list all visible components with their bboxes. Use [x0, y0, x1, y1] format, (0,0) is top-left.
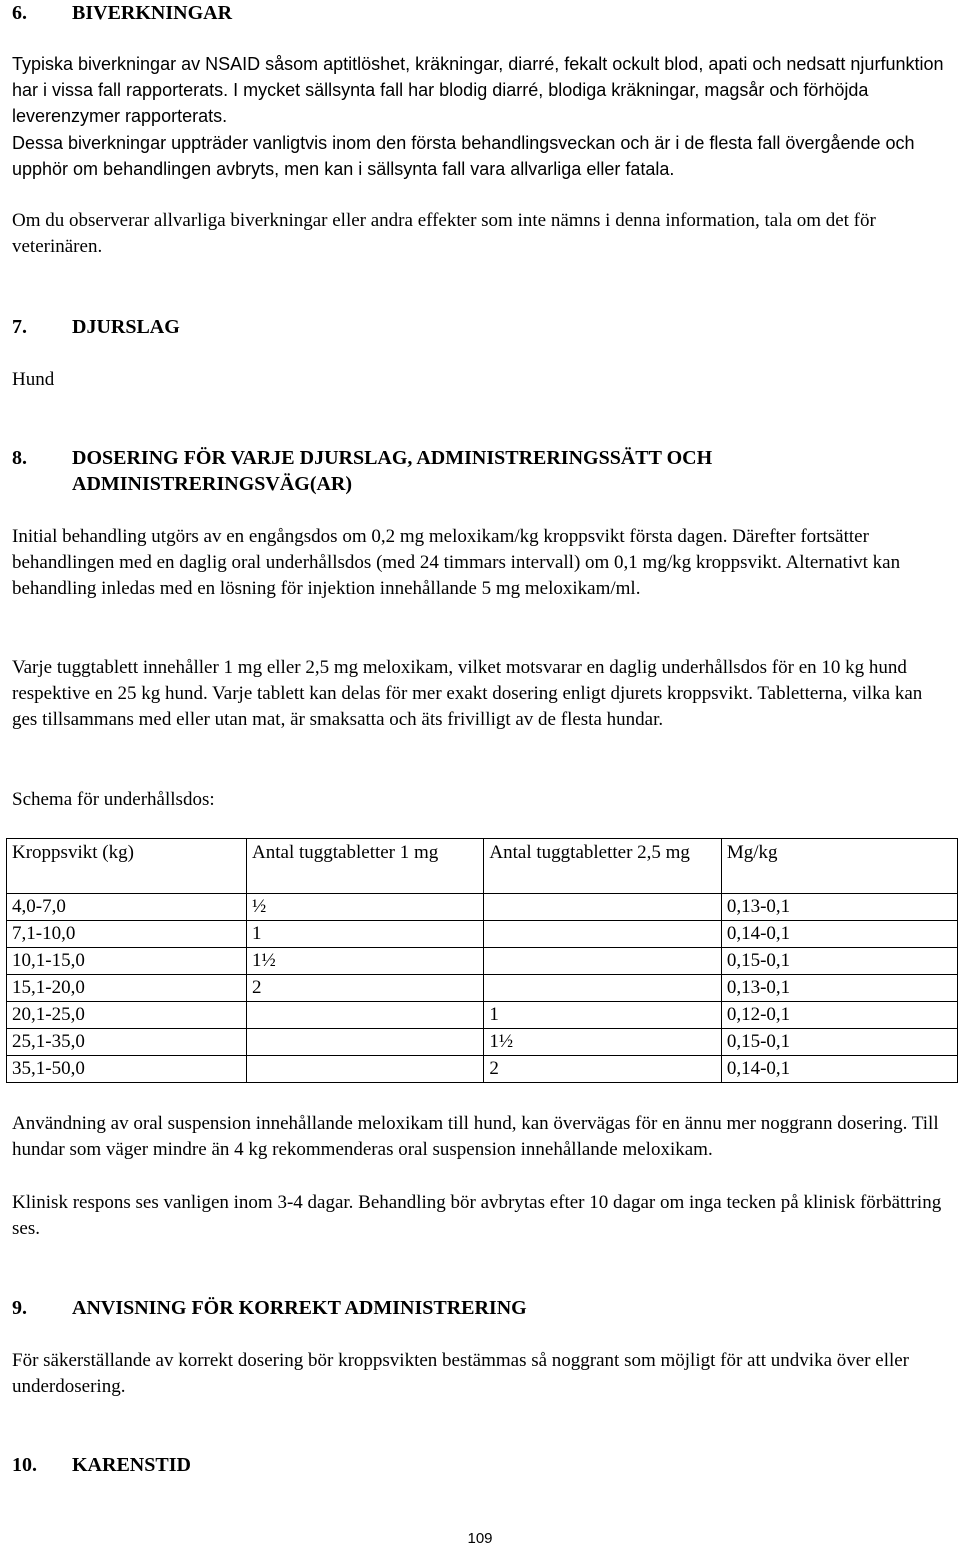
- section-6-paragraph-2: Dessa biverkningar uppträder vanligtvis inom den första behandlingsveckan och är i de flesta fall övergående och upphör om behandlingen avbryts, men kan i sällsynta fall vara allvarliga eller fatala.: [12, 133, 915, 179]
- section-10-heading: [12, 1452, 952, 1478]
- section-8-paragraph-3: Användning av oral suspension innehållande meloxikam till hund, kan övervägas för en ännu mer noggrann dosering. Till hundar som väger mindre än 4 kg rekommenderas oral suspension innehållande meloxikam.: [12, 1113, 939, 1160]
- table-row: [7, 975, 958, 1002]
- table-cell: 0,13-0,1: [721, 894, 957, 921]
- section-9-paragraph-1: För säkerställande av korrekt dosering bör kroppsvikten bestämmas så noggrant som möjligt för att undvika över eller underdosering.: [12, 1350, 910, 1397]
- section-8-heading: [12, 445, 952, 497]
- species-text: Hund: [12, 369, 55, 390]
- table-cell: 0,15-0,1: [721, 948, 957, 975]
- table-cell: 0,13-0,1: [721, 975, 957, 1002]
- section-title: KARENSTID: [72, 1454, 191, 1476]
- table-cell: [247, 1056, 484, 1083]
- section-number: 8.: [12, 447, 27, 469]
- table-header-row: [7, 839, 958, 894]
- table-cell: [484, 975, 721, 1002]
- section-number: 6.: [12, 2, 27, 24]
- section-number: 10.: [12, 1454, 37, 1476]
- table-row: [7, 921, 958, 948]
- table-cell: 1½: [247, 948, 484, 975]
- table-cell: 2: [484, 1056, 721, 1083]
- table-cell: 0,15-0,1: [721, 1029, 957, 1056]
- table-header-cell: Antal tuggtabletter 1 mg: [247, 839, 484, 894]
- section-8-paragraph-2: Varje tuggtablett innehåller 1 mg eller 2,5 mg meloxikam, vilket motsvarar en daglig underhållsdos för en 10 kg hund respektive en 25 kg hund. Varje tablett kan delas för mer exakt dosering enligt djurets kroppsvikt. Tabletterna, vilka kan ges tillsammans med eller utan mat, är smaksatta och äts frivilligt av de flesta hundar.: [12, 657, 923, 730]
- table-cell: 35,1-50,0: [7, 1056, 247, 1083]
- table-cell: 0,14-0,1: [721, 1056, 957, 1083]
- section-9-heading: [12, 1295, 952, 1321]
- table-cell: 0,12-0,1: [721, 1002, 957, 1029]
- table-header-cell: Mg/kg: [721, 839, 957, 894]
- table-cell: 7,1-10,0: [7, 921, 247, 948]
- table-cell: 2: [247, 975, 484, 1002]
- table-cell: 0,14-0,1: [721, 921, 957, 948]
- table-cell: 1: [484, 1002, 721, 1029]
- dosage-table: [6, 838, 958, 1083]
- table-cell: ½: [247, 894, 484, 921]
- table-cell: 1: [247, 921, 484, 948]
- table-row: [7, 948, 958, 975]
- schema-label: Schema för underhållsdos:: [12, 789, 215, 810]
- table-cell: [484, 921, 721, 948]
- table-cell: [484, 894, 721, 921]
- table-header-cell: Antal tuggtabletter 2,5 mg: [484, 839, 721, 894]
- section-8-paragraph-1: Initial behandling utgörs av en engångsdos om 0,2 mg meloxikam/kg kroppsvikt första dagen. Därefter fortsätter behandlingen med en daglig oral underhållsdos (med 24 timmars intervall) om 0,1 mg/kg kroppsvikt. Alternativt kan behandling inledas med en lösning för injektion innehållande 5 mg meloxikam/ml.: [12, 526, 901, 599]
- section-number: 9.: [12, 1297, 27, 1319]
- section-6-heading: [12, 0, 952, 26]
- table-cell: 15,1-20,0: [7, 975, 247, 1002]
- section-7-heading: [12, 314, 952, 340]
- section-6-paragraph-3: Om du observerar allvarliga biverkningar eller andra effekter som inte nämns i denna information, tala om det för veterinären.: [12, 210, 876, 257]
- table-header-cell: Kroppsvikt (kg): [7, 839, 247, 894]
- section-8-paragraph-4: Klinisk respons ses vanligen inom 3-4 dagar. Behandling bör avbrytas efter 10 dagar om inga tecken på klinisk förbättring ses.: [12, 1192, 942, 1239]
- table-row: [7, 1056, 958, 1083]
- section-title: ANVISNING FÖR KORREKT ADMINISTRERING: [72, 1297, 527, 1319]
- table-cell: 20,1-25,0: [7, 1002, 247, 1029]
- table-cell: 1½: [484, 1029, 721, 1056]
- section-title: DOSERING FÖR VARJE DJURSLAG, ADMINISTRERINGSSÄTT OCH ADMINISTRERINGSVÄG(AR): [72, 447, 713, 495]
- table-cell: [247, 1029, 484, 1056]
- section-title: BIVERKNINGAR: [72, 2, 233, 24]
- section-6-paragraph-1: Typiska biverkningar av NSAID såsom aptitlöshet, kräkningar, diarré, fekalt ockult blod, apati och nedsatt njurfunktion har i vissa fall rapporterats. I mycket sällsynta fall har blodig diarré, blodiga kräkningar, magsår och förhöjda leverenzymer rapporterats.: [12, 54, 944, 126]
- table-cell: 25,1-35,0: [7, 1029, 247, 1056]
- section-title: DJURSLAG: [72, 316, 180, 338]
- table-cell: 10,1-15,0: [7, 948, 247, 975]
- table-cell: [484, 948, 721, 975]
- table-row: [7, 1029, 958, 1056]
- page-number: 109: [467, 1530, 493, 1547]
- table-cell: [247, 1002, 484, 1029]
- table-row: [7, 894, 958, 921]
- section-number: 7.: [12, 316, 27, 338]
- table-cell: 4,0-7,0: [7, 894, 247, 921]
- table-row: [7, 1002, 958, 1029]
